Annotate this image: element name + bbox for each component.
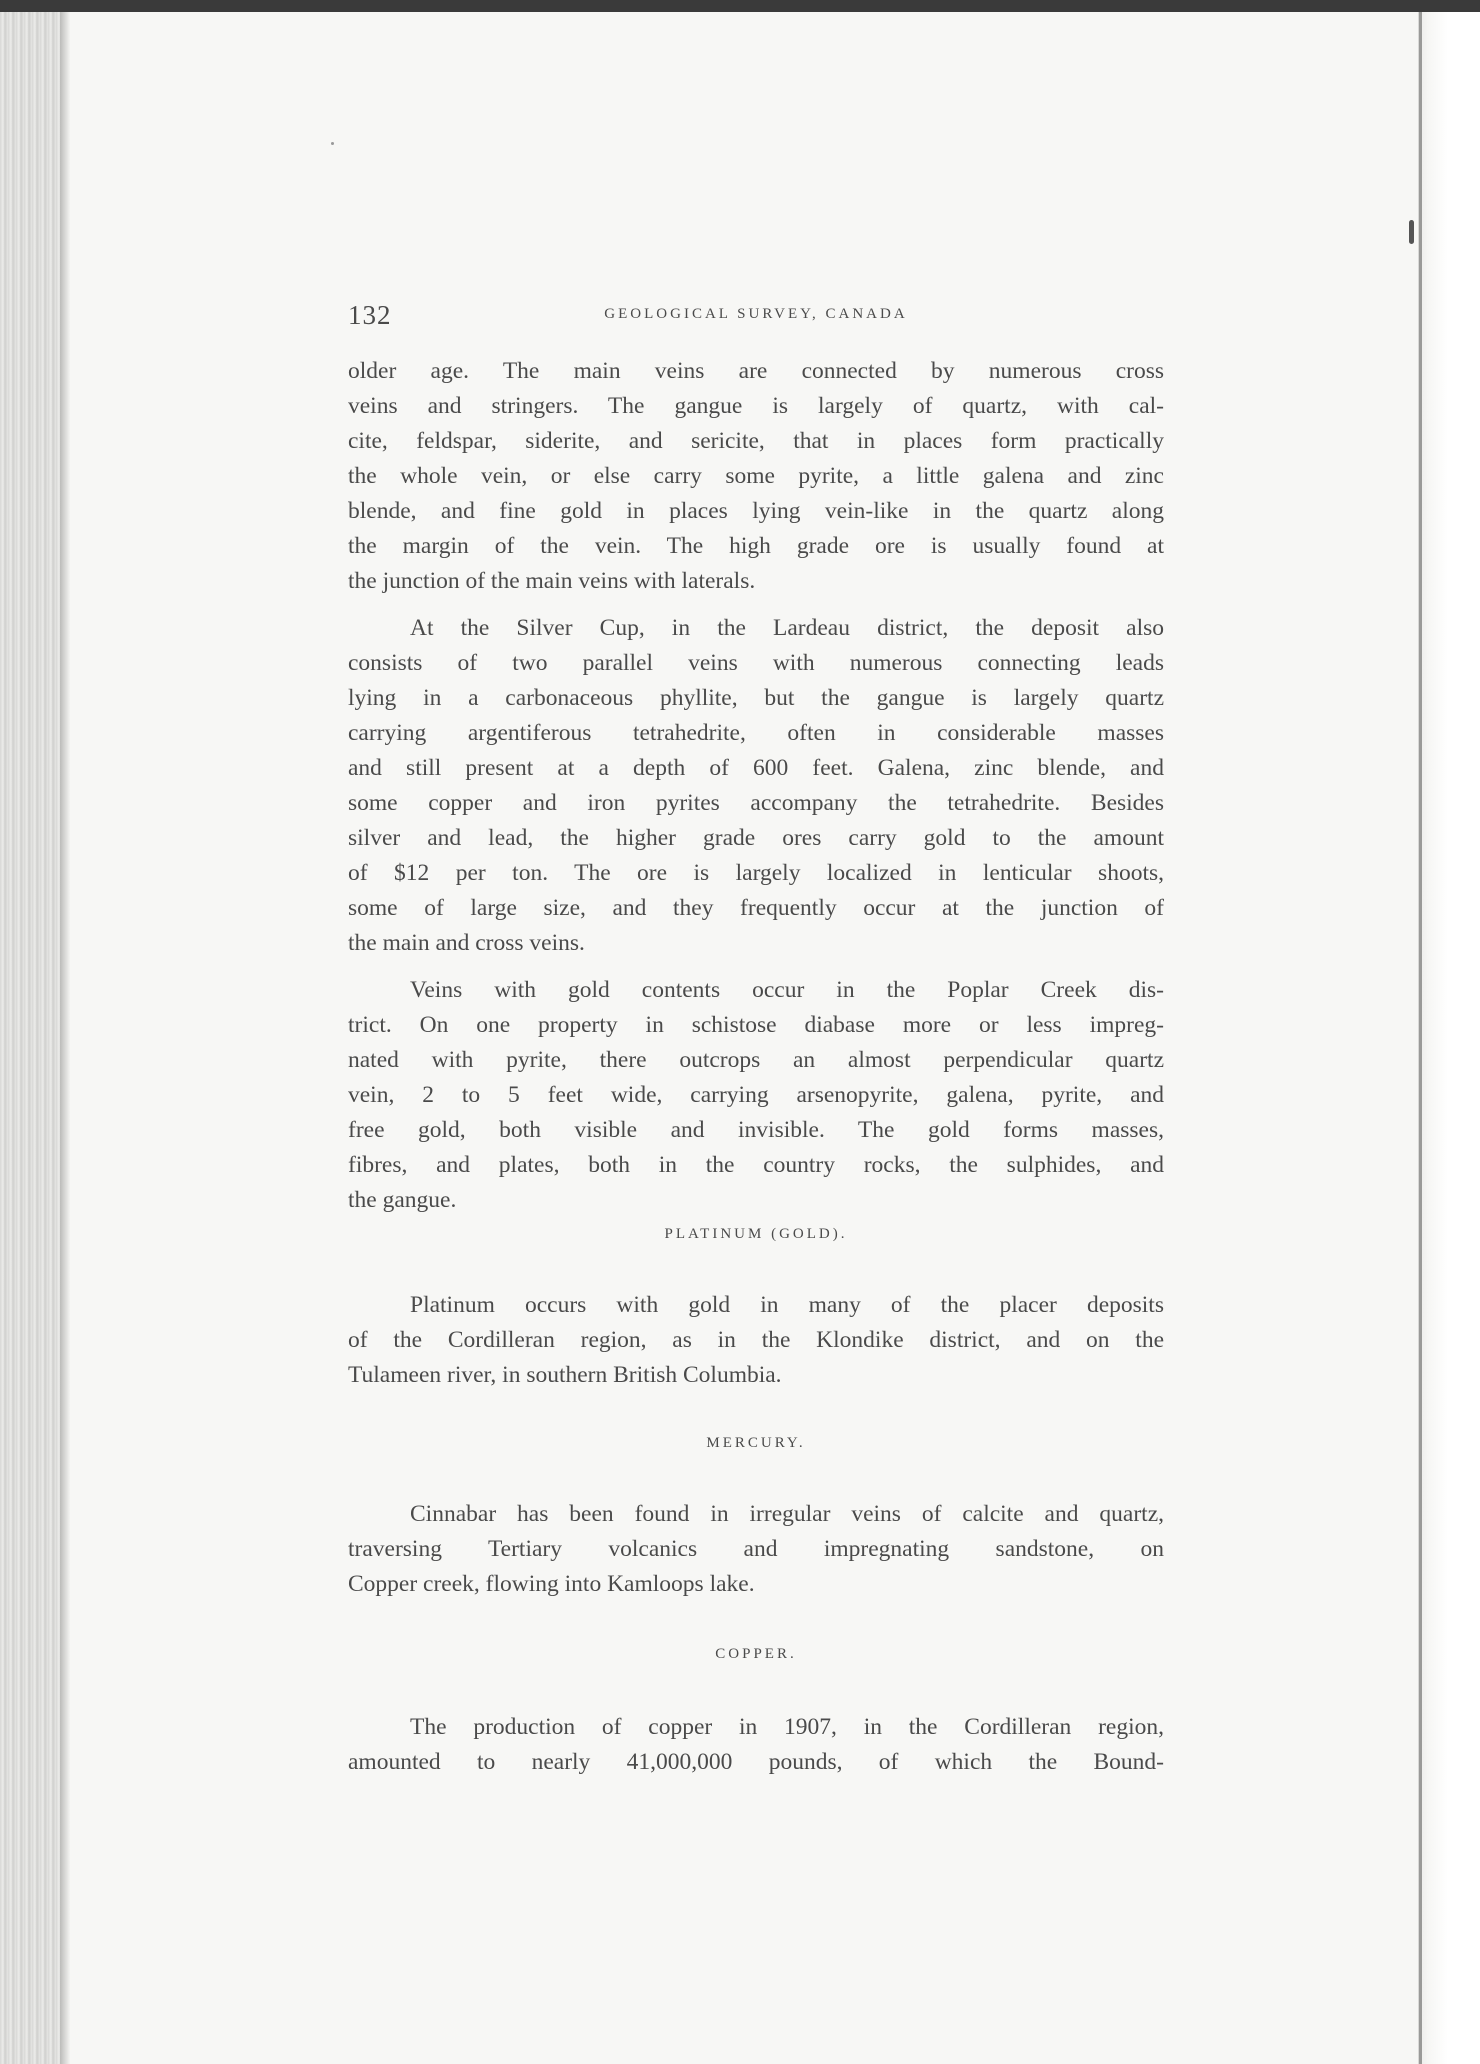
book-page-edges-left	[0, 12, 66, 2064]
text-line: silver and lead, the higher grade ores carry gold to the amount	[348, 825, 1164, 851]
text-line: some of large size, and they frequently occur at the junction of	[348, 895, 1164, 921]
text-line: older age. The main veins are connected by numerous cross	[348, 358, 1164, 384]
book-page-edge-right	[1418, 12, 1480, 2064]
paragraph-silver-cup	[348, 611, 1164, 961]
text-line: cite, feldspar, siderite, and sericite, that in places form practically	[348, 428, 1164, 454]
text-line: veins and stringers. The gangue is largely of quartz, with cal-	[348, 393, 1164, 419]
text-line: Platinum occurs with gold in many of the placer deposits	[410, 1292, 1164, 1318]
text-line: of the Cordilleran region, as in the Klondike district, and on the	[348, 1327, 1164, 1353]
text-line: amounted to nearly 41,000,000 pounds, of which the Bound-	[348, 1749, 1164, 1775]
text-line: trict. On one property in schistose diabase more or less impreg-	[348, 1012, 1164, 1038]
section-heading-copper: COPPER.	[715, 1646, 797, 1662]
text-line: Cinnabar has been found in irregular veins of calcite and quartz,	[410, 1501, 1164, 1527]
text-line: lying in a carbonaceous phyllite, but the gangue is largely quartz	[348, 685, 1164, 711]
paragraph-poplar-creek	[348, 973, 1164, 1218]
text-line: The production of copper in 1907, in the Cordilleran region,	[410, 1714, 1164, 1740]
text-line: free gold, both visible and invisible. The gold forms masses,	[348, 1117, 1164, 1143]
text-line: fibres, and plates, both in the country rocks, the sulphides, and	[348, 1152, 1164, 1178]
page-content	[348, 300, 1164, 1780]
section-heading-platinum: PLATINUM (GOLD).	[664, 1226, 848, 1242]
paragraph-mercury	[348, 1497, 1164, 1602]
text-line: traversing Tertiary volcanics and impregnating sandstone, on	[348, 1536, 1164, 1562]
text-line: the margin of the vein. The high grade ore is usually found at	[348, 533, 1164, 559]
running-title: GEOLOGICAL SURVEY, CANADA	[604, 306, 908, 322]
paragraph-platinum	[348, 1288, 1164, 1393]
scan-top-border	[0, 0, 1480, 12]
page-edge-line	[1419, 12, 1422, 2064]
text-line: At the Silver Cup, in the Lardeau district, the deposit also	[410, 615, 1164, 641]
text-line: the junction of the main veins with laterals.	[348, 568, 756, 594]
text-line: nated with pyrite, there outcrops an almost perpendicular quartz	[348, 1047, 1164, 1073]
text-line: Tulameen river, in southern British Columbia.	[348, 1362, 782, 1388]
text-line: vein, 2 to 5 feet wide, carrying arsenopyrite, galena, pyrite, and	[348, 1082, 1164, 1108]
text-line: some copper and iron pyrites accompany the tetrahedrite. Besides	[348, 790, 1164, 816]
text-line: Veins with gold contents occur in the Poplar Creek dis-	[410, 977, 1164, 1003]
scan-speck	[331, 142, 334, 145]
scan-dust-mark	[1409, 220, 1414, 244]
text-line: and still present at a depth of 600 feet. Galena, zinc blende, and	[348, 755, 1164, 781]
text-line: blende, and fine gold in places lying vein-like in the quartz along	[348, 498, 1164, 524]
text-line: carrying argentiferous tetrahedrite, often in considerable masses	[348, 720, 1164, 746]
text-line: Copper creek, flowing into Kamloops lake.	[348, 1571, 755, 1597]
paragraph-gold-veins-continued	[348, 354, 1164, 599]
text-line: the whole vein, or else carry some pyrite, a little galena and zinc	[348, 463, 1164, 489]
text-line: the gangue.	[348, 1187, 457, 1213]
section-heading-mercury: MERCURY.	[706, 1435, 806, 1451]
binding-shadow	[60, 12, 70, 2064]
running-head	[348, 300, 1164, 334]
page-number: 132	[348, 300, 392, 330]
text-line: of $12 per ton. The ore is largely localized in lenticular shoots,	[348, 860, 1164, 886]
paragraph-copper	[348, 1710, 1164, 1780]
text-line: the main and cross veins.	[348, 930, 585, 956]
text-line: consists of two parallel veins with numerous connecting leads	[348, 650, 1164, 676]
